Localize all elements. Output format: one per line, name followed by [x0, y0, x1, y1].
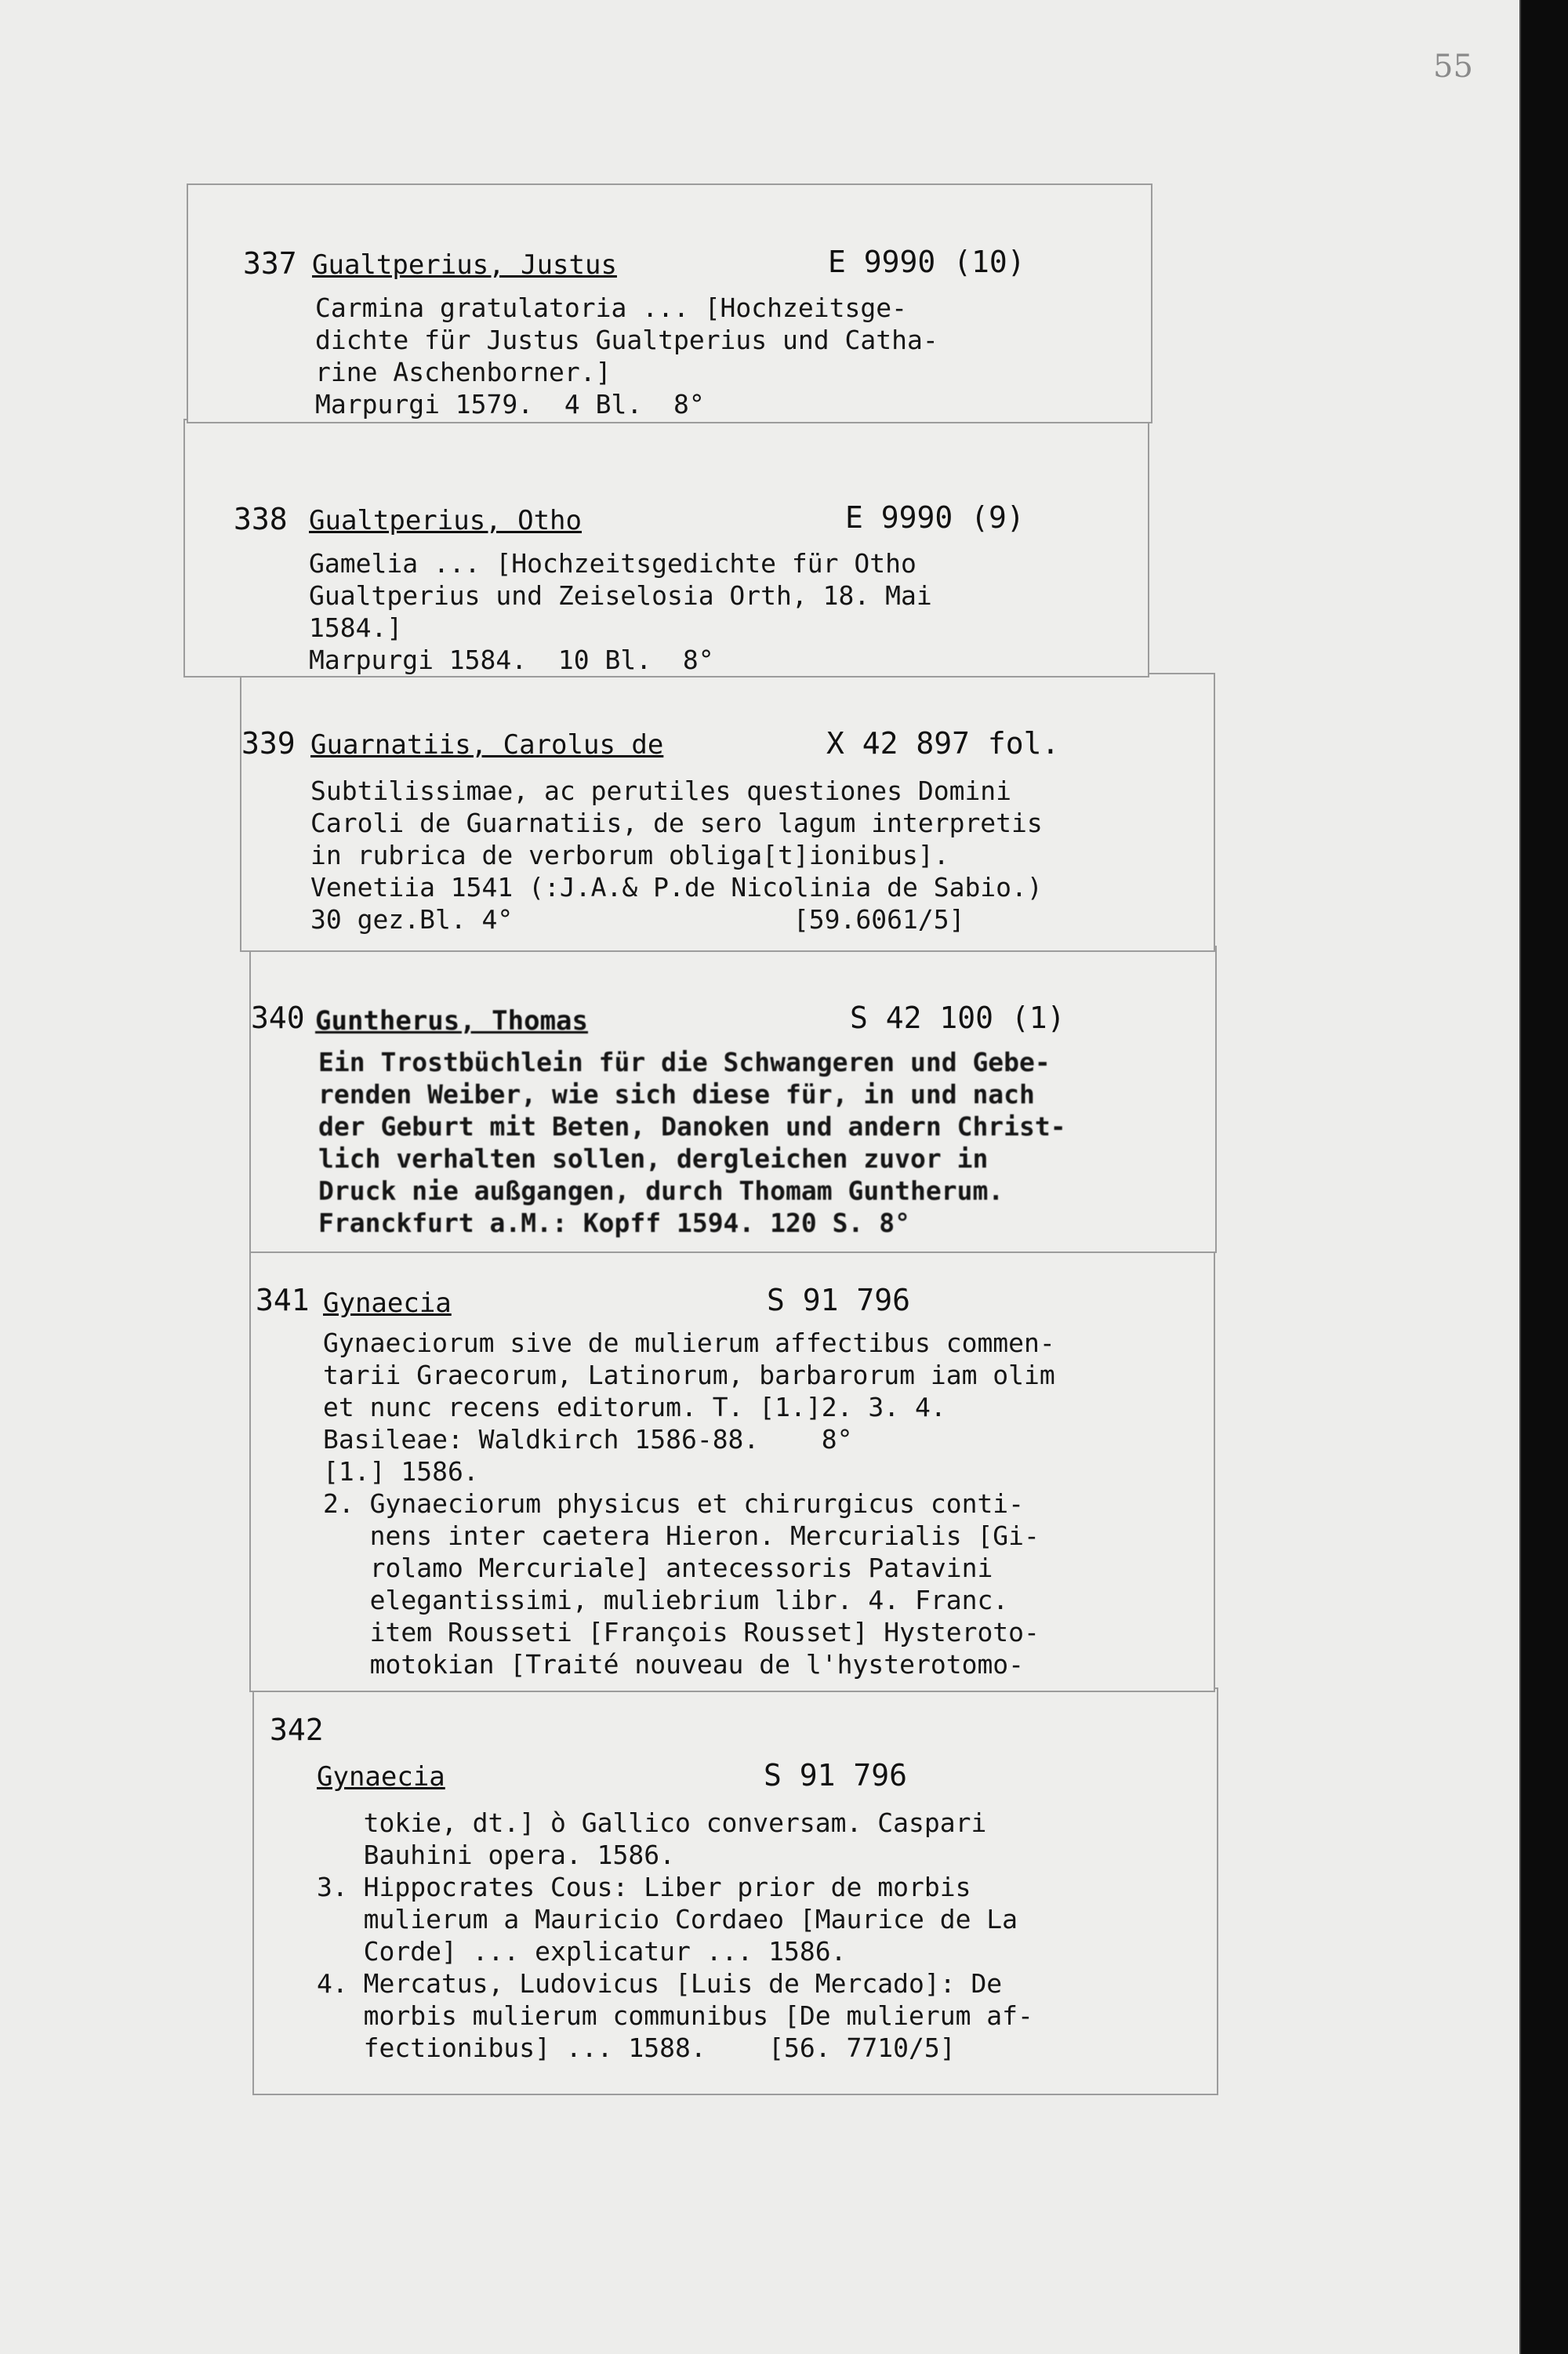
card-body: Gamelia ... [Hochzeitsgedichte für Otho Gualtperius und Zeiselosia Orth, 18. Mai 1584.] Marpurgi 1584. 10 Bl. 8° — [309, 548, 932, 675]
card-heading: Gynaecia — [323, 1288, 452, 1319]
card-signature: S 42 100 (1) — [850, 1001, 1065, 1035]
card-number: 340 — [251, 1001, 305, 1035]
card-body: Gynaeciorum sive de mulierum affectibus commen- tarii Graecorum, Latinorum, barbarorum iam olim et nunc recens editorum. T. [1.]2. 3. 4. Basileae: Waldkirch 1586-88. 8° [1.] 1586. 2. Gynaeciorum physicus et chirurgicus conti- nens inter caetera Hieron. Mercurialis [Gi- rolamo Mercuriale] antecessoris Patavini elegantissimi, muliebrium libr. 4. Franc. item Rousseti [François Rousset] Hysteroto- motokian [Traité nouveau de l'hysterotomo- — [323, 1328, 1055, 1680]
card-body: Subtilissimae, ac perutiles questiones Domini Caroli de Guarnatiis, de sero lagum interpretis in rubrica de verborum obliga[t]ionibus]. Venetiia 1541 (:J.A.& P.de Nicolinia de Sabio.) 30 gez.Bl. 4° [59.6061/5] — [310, 776, 1043, 935]
card-heading: Gynaecia — [317, 1761, 445, 1793]
catalog-card-338 — [183, 419, 1149, 678]
card-body: tokie, dt.] ò Gallico conversam. Caspari Bauhini opera. 1586. 3. Hippocrates Cous: Liber prior de morbis mulierum a Mauricio Cordaeo [Maurice de La Corde] ... explicatur ... 1586. 4. Mercatus, Ludovicus [Luis de Mercado]: De morbis mulierum communibus [De mulierum af- fectionibus] ... 1588. [56. 7710/5] — [317, 1807, 1033, 2063]
card-heading: Guntherus, Thomas — [315, 1005, 588, 1037]
card-signature: E 9990 (9) — [845, 500, 1025, 535]
card-heading: Guarnatiis, Carolus de — [310, 729, 664, 761]
card-heading: Gualtperius, Justus — [312, 249, 617, 281]
card-signature: E 9990 (10) — [828, 245, 1025, 279]
catalog-card-339 — [240, 673, 1215, 952]
card-body: Ein Trostbüchlein für die Schwangeren und Gebe- renden Weiber, wie sich diese für, in und nach der Geburt mit Beten, Danoken und andern Christ- lich verhalten sollen, dergleichen zuvor in Druck nie außgangen, durch Thomam Guntherum. Franckfurt a.M.: Kopff 1594. 120 S. 8° — [318, 1047, 1066, 1238]
card-number: 337 — [243, 246, 297, 281]
card-number: 341 — [256, 1283, 310, 1317]
catalog-card-340 — [249, 946, 1217, 1253]
catalog-card-341 — [249, 1247, 1215, 1692]
card-body: Carmina gratulatoria ... [Hochzeitsge- dichte für Justus Gualtperius und Catha- rine Aschenborner.] Marpurgi 1579. 4 Bl. 8° — [315, 292, 938, 420]
card-heading: Gualtperius, Otho — [309, 505, 582, 536]
catalog-card-342 — [252, 1687, 1218, 2095]
card-number: 342 — [270, 1713, 324, 1747]
card-number: 339 — [241, 726, 296, 761]
card-signature: S 91 796 — [764, 1758, 908, 1793]
catalog-card-337 — [187, 183, 1152, 423]
card-number: 338 — [234, 502, 288, 536]
card-signature: X 42 897 fol. — [826, 726, 1060, 761]
folio-number: 55 — [1433, 49, 1473, 85]
card-signature: S 91 796 — [767, 1283, 911, 1317]
